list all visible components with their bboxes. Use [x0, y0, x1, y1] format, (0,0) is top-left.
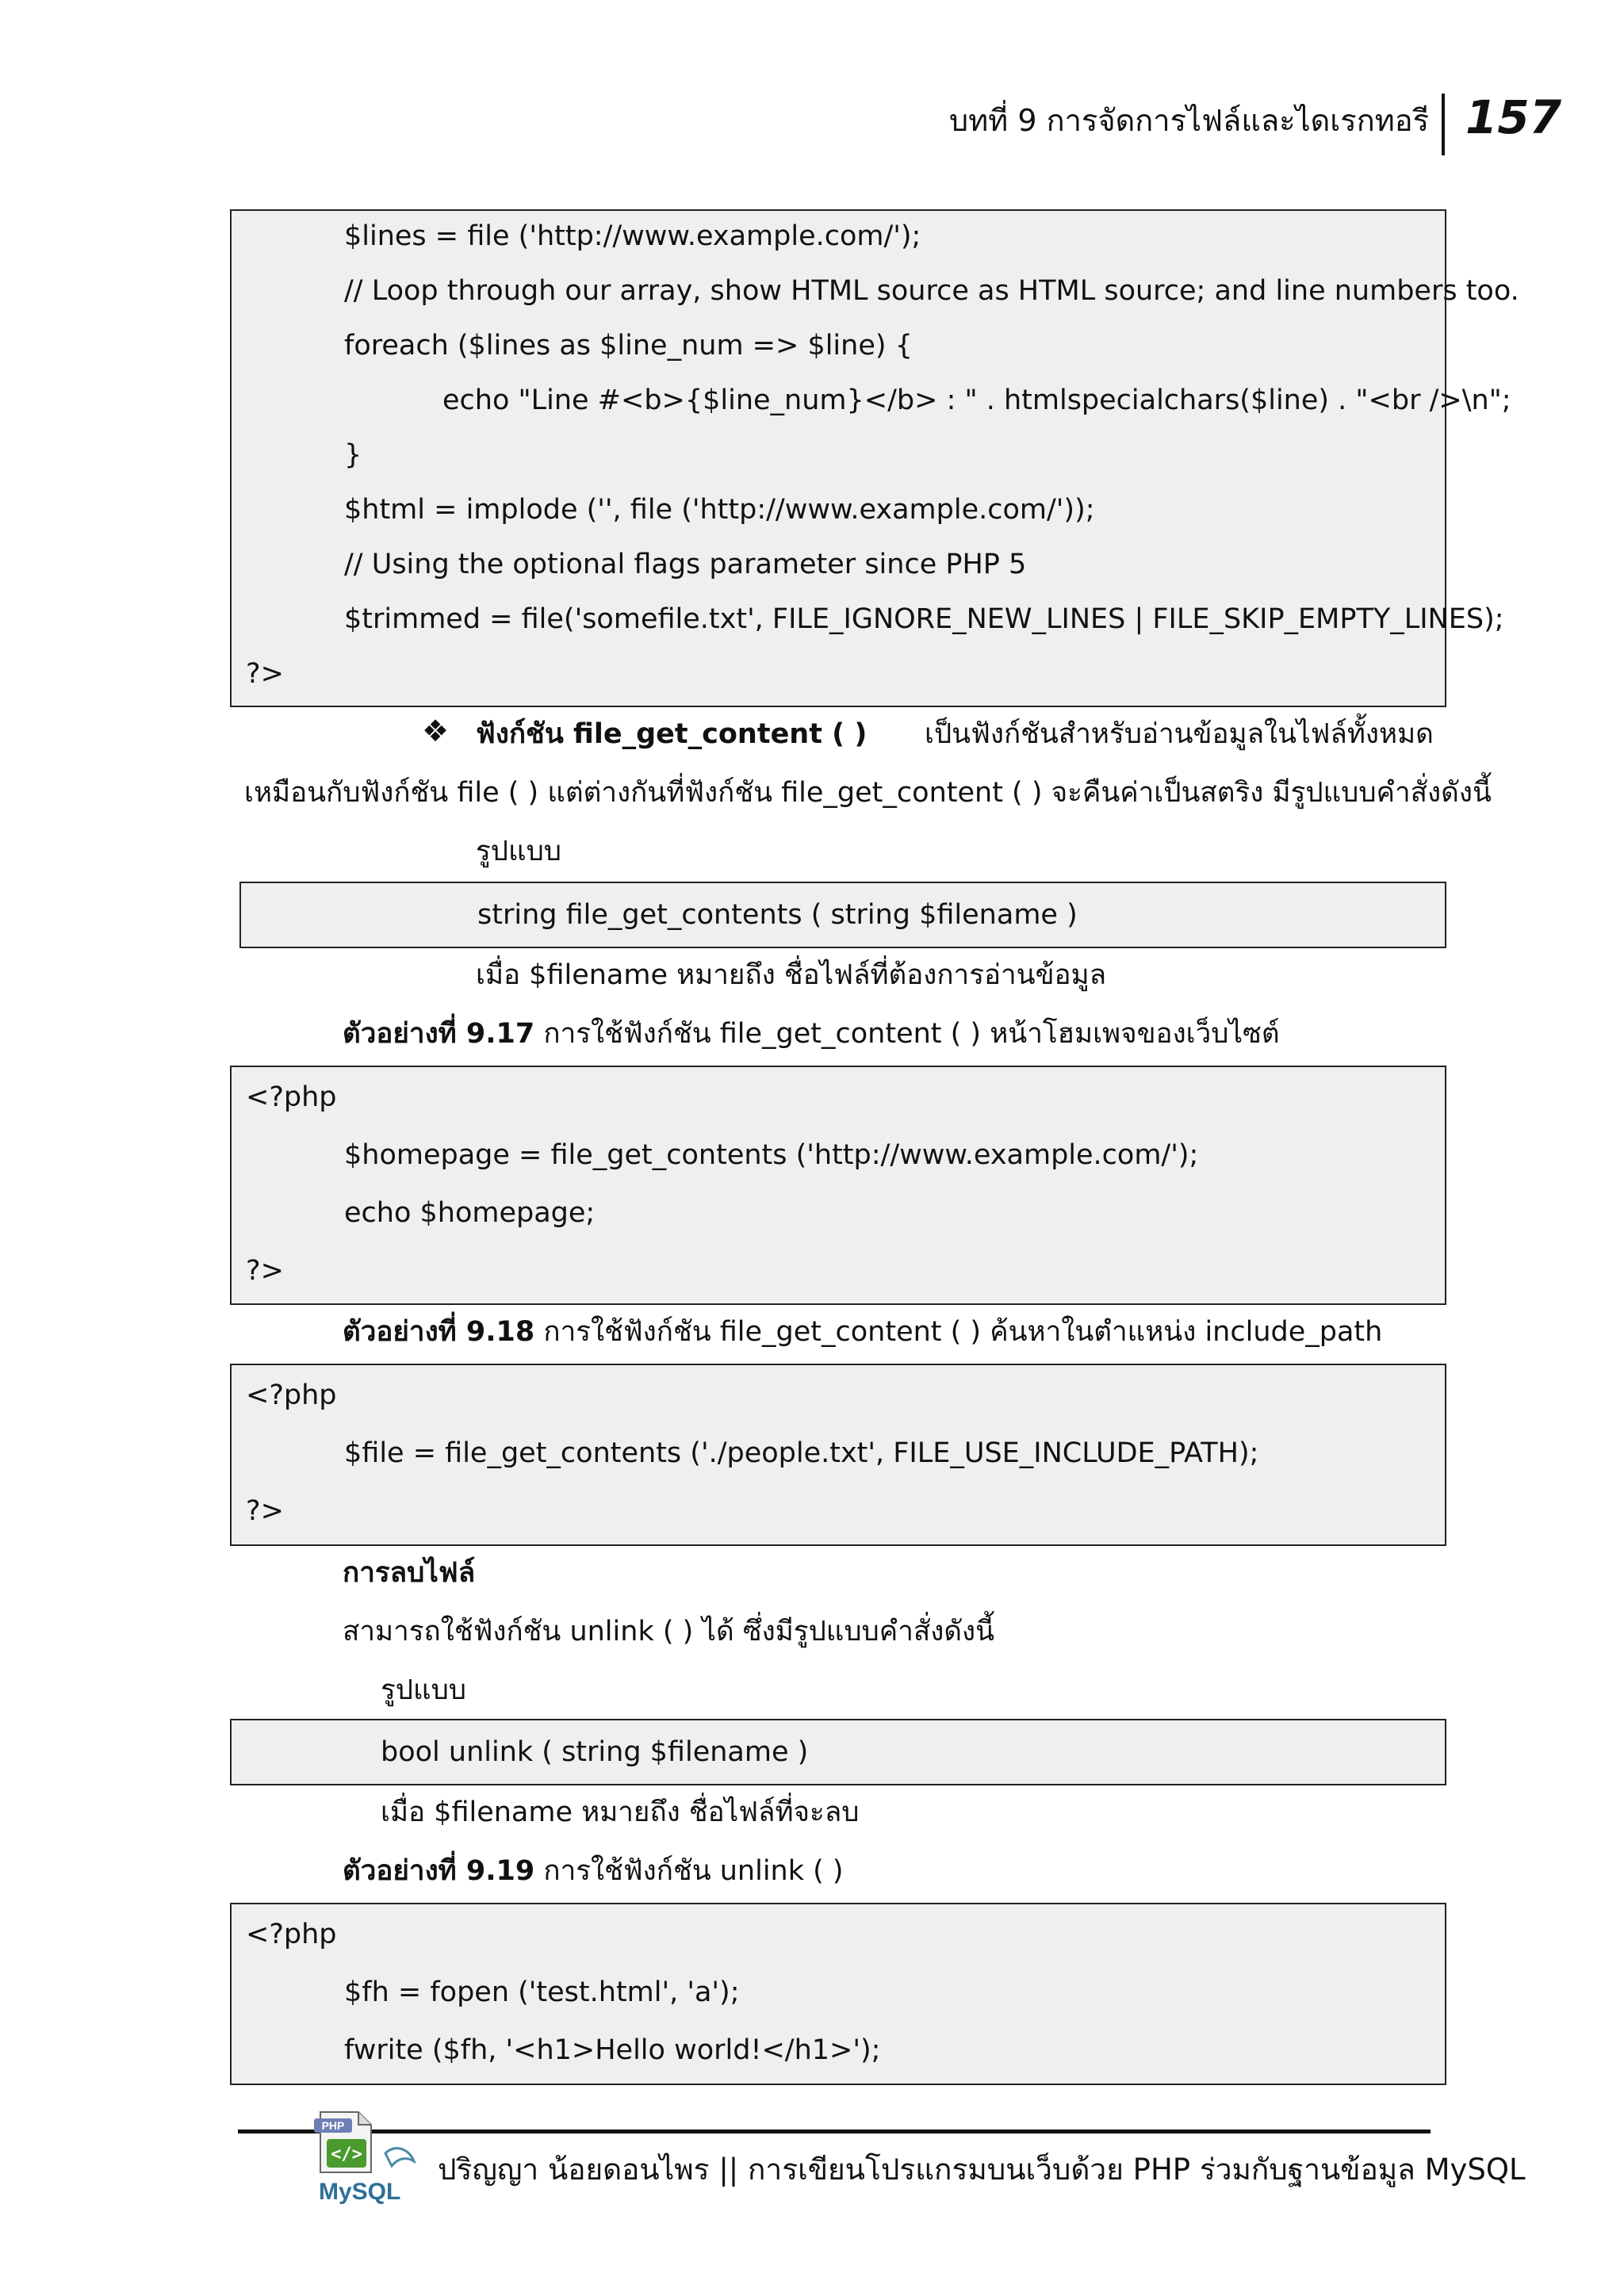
syntax-box-unlink — [230, 1719, 1446, 1785]
code-block-file-example — [230, 209, 1519, 707]
code-line: $file = file_get_contents ('./people.txt', FILE_USE_INCLUDE_PATH); — [344, 1437, 1259, 1469]
code-line: // Using the optional flags parameter since PHP 5 — [344, 549, 1027, 580]
function-heading: ฟังก์ชัน file_get_content ( ) — [476, 718, 868, 750]
example-label: ตัวอย่างที่ 9.19 — [343, 1855, 535, 1887]
footer-author-book: ปริญญา น้อยดอนไพร || การเขียนโปรแกรมบนเว็บด้วย PHP ร่วมกับฐานข้อมูล MySQL — [438, 2152, 1526, 2187]
syntax-line: bool unlink ( string $filename ) — [381, 1736, 809, 1768]
code-line: echo $homepage; — [344, 1197, 596, 1229]
parameter-note: เมื่อ $filename หมายถึง ชื่อไฟล์ที่ต้องการอ่านข้อมูล — [476, 959, 1107, 991]
code-line: fwrite ($fh, '<h1>Hello world!</h1>'); — [344, 2034, 881, 2066]
php-mysql-logo-icon — [312, 2109, 423, 2207]
code-line: echo "Line #<b>{$line_num}</b> : " . htmlspecialchars($line) . "<br />\n"; — [442, 385, 1511, 416]
parameter-note: เมื่อ $filename หมายถึง ชื่อไฟล์ที่จะลบ — [381, 1797, 860, 1828]
code-line: // Loop through our array, show HTML source as HTML source; and line numbers too. — [344, 275, 1519, 307]
code-line: ?> — [246, 1495, 284, 1527]
example-label: ตัวอย่างที่ 9.18 — [343, 1316, 535, 1348]
code-line: foreach ($lines as $line_num => $line) { — [344, 330, 913, 362]
code-line: $fh = fopen ('test.html', 'a'); — [344, 1976, 740, 2008]
syntax-line: string file_get_contents ( string $filename ) — [477, 899, 1078, 931]
format-label: รูปแบบ — [381, 1674, 467, 1706]
code-line: <?php — [246, 1380, 337, 1411]
header-divider — [1442, 94, 1445, 155]
code-line: $trimmed = file('somefile.txt', FILE_IGNORE_NEW_LINES | FILE_SKIP_EMPTY_LINES); — [344, 603, 1504, 635]
code-line: $homepage = file_get_contents ('http://www.example.com/'); — [344, 1139, 1199, 1171]
code-line: <?php — [246, 1081, 337, 1113]
syntax-box-file-get-contents — [239, 882, 1446, 948]
section-heading-delete-file: การลบไฟล์ — [343, 1557, 476, 1589]
format-label: รูปแบบ — [476, 836, 562, 867]
logo-mysql-text: MySQL — [319, 2179, 401, 2205]
example-caption-918 — [343, 1313, 1382, 1351]
code-line: } — [344, 439, 362, 471]
chapter-title: บทที่ 9 การจัดการไฟล์และไดเรกทอรี — [949, 103, 1429, 138]
code-line: ?> — [246, 1255, 284, 1287]
section-intro: สามารถใช้ฟังก์ชัน unlink ( ) ได้ ซึ่งมีรูปแบบคำสั่งดังนี้ — [343, 1616, 995, 1647]
code-block-example-918 — [230, 1364, 1446, 1546]
php-mysql-logo — [312, 2109, 423, 2207]
code-block-example-919 — [230, 1903, 1446, 2085]
example-caption-text: การใช้ฟังก์ชัน file_get_content ( ) หน้าโฮมเพจของเว็บไซต์ — [534, 1018, 1280, 1050]
code-line: <?php — [246, 1919, 337, 1950]
example-caption-text: การใช้ฟังก์ชัน unlink ( ) — [534, 1855, 844, 1887]
logo-php-text: PHP — [321, 2119, 345, 2132]
function-intro-continued: เหมือนกับฟังก์ชัน file ( ) แต่ต่างกันที่ฟังก์ชัน file_get_content ( ) จะคืนค่าเป็นสตริง มีรูปแบบคำสั่งดังนี้ — [244, 777, 1492, 809]
bullet-icon: ❖ — [422, 714, 450, 748]
example-caption-919 — [343, 1852, 844, 1890]
example-caption-917 — [343, 1015, 1280, 1053]
code-line: $lines = file ('http://www.example.com/'); — [344, 220, 921, 252]
code-line: ?> — [246, 658, 284, 690]
page-number: 157 — [1465, 90, 1562, 144]
code-line: $html = implode ('', file ('http://www.example.com/')); — [344, 494, 1095, 526]
example-caption-text: การใช้ฟังก์ชัน file_get_content ( ) ค้นหาในตำแหน่ง include_path — [534, 1316, 1383, 1348]
code-block-example-917 — [230, 1066, 1446, 1305]
svg-text:</>: </> — [331, 2145, 362, 2164]
function-intro: เป็นฟังก์ชันสำหรับอ่านข้อมูลในไฟล์ทั้งหมด — [925, 718, 1434, 750]
example-label: ตัวอย่างที่ 9.17 — [343, 1018, 535, 1050]
